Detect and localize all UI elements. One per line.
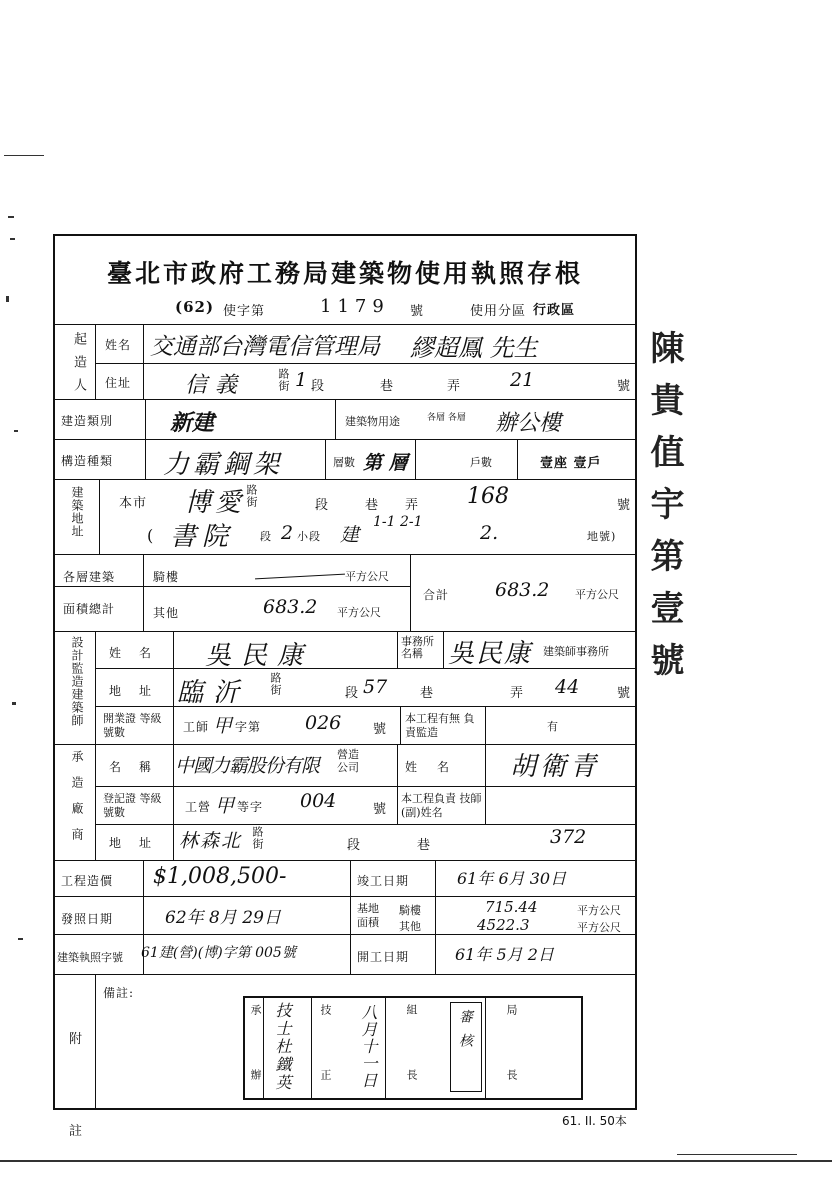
col-line bbox=[397, 744, 398, 786]
base-arcade-label: 騎樓 bbox=[399, 904, 421, 917]
row-line bbox=[95, 786, 637, 787]
stamp-divider bbox=[311, 998, 312, 1098]
designer-office-value: 吳民康 bbox=[448, 639, 533, 669]
site-no-label: 號 bbox=[617, 498, 632, 513]
scan-artifact bbox=[14, 430, 18, 432]
area-other-label: 其他 bbox=[153, 606, 180, 620]
designer-road-label: 路街 bbox=[269, 672, 282, 696]
site-city-label: 本市 bbox=[119, 496, 148, 511]
contractor-reg-label: 登記證 等級號數 bbox=[103, 792, 162, 819]
scan-artifact bbox=[4, 155, 44, 156]
row-line bbox=[55, 586, 410, 587]
applicant-section-label: 起造人 bbox=[71, 332, 86, 401]
use-value: 辦公樓 bbox=[495, 411, 562, 436]
contractor-reg-mid: 等字 bbox=[237, 800, 264, 814]
site-number-value: 168 bbox=[467, 484, 509, 509]
contractor-name-value: 中國力霸股份有限 bbox=[175, 755, 320, 777]
col-line bbox=[325, 439, 326, 479]
completion-label: 竣工日期 bbox=[357, 874, 410, 888]
use-label: 建築物用途 bbox=[345, 415, 400, 428]
scan-artifact bbox=[0, 1160, 832, 1162]
applicant-person-value: 繆超鳳 先生 bbox=[410, 334, 538, 362]
start-label: 開工日期 bbox=[357, 950, 410, 964]
row-line bbox=[55, 744, 637, 745]
applicant-name-value: 交通部台灣電信管理局 bbox=[150, 334, 380, 360]
area-arcade-label: 騎樓 bbox=[153, 570, 180, 584]
applicant-lane-label: 巷 bbox=[380, 379, 395, 394]
contractor-person-value: 胡衛青 bbox=[510, 752, 601, 782]
col-line bbox=[410, 554, 411, 631]
col-line bbox=[443, 631, 444, 668]
designer-name-label: 姓名 bbox=[109, 646, 170, 660]
designer-office-label: 事務所名稱 bbox=[401, 635, 434, 660]
issue-label: 發照日期 bbox=[61, 912, 114, 926]
applicant-address-value: 信義 bbox=[185, 373, 246, 398]
form-code: 61. II. 50本 bbox=[562, 1114, 627, 1128]
stamp-technician: 技士杜鐵英 bbox=[273, 1002, 292, 1092]
area-total-value: 683.2 bbox=[495, 579, 550, 601]
row-line bbox=[55, 399, 637, 400]
scan-artifact bbox=[12, 702, 16, 705]
notes-section-top: 附註 bbox=[69, 1032, 84, 1139]
permit-prefix: 使字第 bbox=[223, 304, 266, 319]
floors-label: 層數 bbox=[333, 456, 355, 469]
col-line bbox=[95, 631, 96, 860]
zone-label: 使用分區 bbox=[470, 304, 527, 319]
col-line bbox=[95, 324, 96, 399]
site-land-value: 書院 bbox=[170, 522, 235, 552]
col-line bbox=[435, 860, 436, 974]
stamp-group-leader: 組長 bbox=[405, 1004, 418, 1134]
site-open-paren: ( bbox=[147, 526, 155, 545]
site-lot-value2: 2. bbox=[480, 522, 499, 544]
scan-artifact bbox=[8, 216, 14, 218]
site-seg-label: 段 bbox=[315, 498, 330, 513]
row-line bbox=[95, 824, 637, 825]
contractor-road-value: 林森北 bbox=[179, 830, 243, 852]
col-line bbox=[99, 479, 100, 554]
contractor-tech-label: 本工程負責 技師(副)姓名 bbox=[401, 792, 482, 819]
scan-artifact bbox=[677, 1154, 797, 1155]
col-line bbox=[415, 439, 416, 479]
site-road-label: 路街 bbox=[245, 484, 258, 508]
contractor-reg-suffix: 號 bbox=[373, 802, 388, 817]
designer-no-value: 44 bbox=[555, 676, 580, 698]
site-subseg-value: 2 bbox=[281, 522, 294, 544]
col-line bbox=[145, 399, 146, 479]
stamp-divider bbox=[485, 998, 486, 1098]
completion-value: 61年 6月 30日 bbox=[457, 869, 567, 888]
structure-value: 力霸鋼架 bbox=[163, 450, 284, 480]
site-road-value: 博愛 bbox=[185, 488, 246, 518]
area-arcade-strike bbox=[255, 574, 345, 580]
designer-license-suffix: 號 bbox=[373, 722, 388, 737]
margin-handwriting: 陳貴值宇第壹號 bbox=[644, 330, 684, 694]
contractor-lane-label: 巷 bbox=[417, 838, 432, 853]
category-label: 建造類別 bbox=[61, 414, 114, 428]
applicant-alley-label: 弄 bbox=[447, 379, 462, 394]
zone-value: 行政區 bbox=[533, 303, 576, 318]
row-line bbox=[95, 668, 637, 669]
category-value: 新建 bbox=[170, 410, 215, 436]
applicant-address-no: 21 bbox=[510, 369, 535, 391]
permit-no-value: 61建(營)(博)字第 005號 bbox=[141, 945, 296, 961]
review-seal-text: 審核 bbox=[457, 1009, 473, 1057]
approval-stamp bbox=[243, 996, 583, 1134]
col-line bbox=[397, 786, 398, 824]
cost-value: $1,008,500- bbox=[153, 864, 287, 889]
contractor-seg-label: 段 bbox=[347, 838, 362, 853]
structure-label: 構造種類 bbox=[61, 454, 114, 468]
site-subseg-label: 小段 bbox=[297, 530, 321, 543]
applicant-no-label: 號 bbox=[617, 379, 632, 394]
designer-address-label: 地址 bbox=[109, 684, 170, 698]
contractor-reg-grade: 甲 bbox=[215, 795, 235, 817]
area-label-line1: 各層建築 bbox=[63, 570, 116, 584]
base-other-unit: 平方公尺 bbox=[577, 921, 621, 934]
scan-artifact bbox=[10, 238, 15, 240]
stamp-date: 八月十一日 bbox=[359, 1004, 378, 1089]
notes-label: 備註: bbox=[103, 986, 135, 1000]
row-line bbox=[55, 631, 637, 632]
contractor-person-label: 姓名 bbox=[405, 760, 470, 774]
contractor-no-value: 372 bbox=[550, 826, 587, 848]
area-label-line2: 面積總計 bbox=[63, 602, 116, 616]
contractor-company-label: 營造 公司 bbox=[337, 748, 359, 774]
site-alley-label: 弄 bbox=[405, 498, 420, 513]
scan-artifact bbox=[18, 938, 23, 940]
scan-artifact bbox=[6, 296, 9, 302]
designer-supervisor-label: 本工程有無 負責監造 bbox=[405, 712, 475, 739]
col-line bbox=[400, 706, 401, 744]
site-lot-value: 1-1 2-1 bbox=[373, 514, 423, 530]
stamp-divider bbox=[385, 998, 386, 1098]
contractor-section-label: 承造廠商 bbox=[70, 750, 84, 854]
permit-number-suffix: 號 bbox=[410, 304, 425, 319]
designer-license-label: 開業證 等級號數 bbox=[103, 712, 162, 739]
stamp-engineer: 技正 bbox=[319, 1004, 332, 1134]
site-section-label: 建築地址 bbox=[70, 486, 84, 538]
row-line bbox=[55, 974, 637, 975]
floors-value: 第 層 bbox=[363, 452, 408, 474]
designer-lane-value: 57 bbox=[363, 676, 388, 698]
area-total-unit: 平方公尺 bbox=[575, 588, 619, 601]
col-line bbox=[485, 786, 486, 824]
contractor-name-label: 名稱 bbox=[109, 760, 170, 774]
start-value: 61年 5月 2日 bbox=[455, 945, 554, 964]
row-line bbox=[55, 479, 637, 480]
base-other-value: 4522.3 bbox=[477, 916, 530, 934]
designer-road-value: 臨沂 bbox=[177, 678, 250, 708]
contractor-reg-prefix: 工營 bbox=[185, 800, 212, 814]
permit-no-label: 建築執照字號 bbox=[57, 951, 123, 964]
area-other-value: 683.2 bbox=[263, 596, 318, 618]
applicant-name-label: 姓名 bbox=[105, 338, 132, 352]
col-line bbox=[485, 744, 486, 786]
designer-alley-label: 弄 bbox=[510, 686, 525, 701]
base-arcade-value: 715.44 bbox=[485, 898, 538, 916]
applicant-road-label: 路街 bbox=[277, 368, 290, 392]
col-line bbox=[350, 860, 351, 974]
col-line bbox=[335, 399, 336, 439]
col-line bbox=[485, 706, 486, 744]
site-land-seg-label: 段 bbox=[260, 530, 272, 543]
designer-seg-label: 段 bbox=[345, 686, 360, 701]
col-line bbox=[143, 324, 144, 399]
designer-name-value: 吳民康 bbox=[205, 641, 314, 671]
issue-value: 62年 8月 29日 bbox=[165, 908, 281, 928]
review-seal bbox=[450, 1002, 482, 1092]
permit-number: 1179 bbox=[320, 296, 390, 317]
designer-supervisor-value: 有 bbox=[547, 720, 559, 733]
applicant-seg-label: 段 bbox=[311, 379, 326, 394]
row-line bbox=[95, 363, 637, 364]
col-line bbox=[143, 554, 144, 631]
col-line bbox=[397, 631, 398, 668]
units-label: 戶數 bbox=[470, 456, 492, 469]
stamp-director: 局長 bbox=[505, 1004, 518, 1134]
area-other-unit: 平方公尺 bbox=[337, 606, 381, 619]
stamp-handler: 承辦 bbox=[249, 1004, 262, 1134]
designer-no-label: 號 bbox=[617, 686, 632, 701]
designer-office-suffix: 建築師事務所 bbox=[543, 645, 609, 658]
base-label: 基地 面積 bbox=[357, 902, 379, 929]
base-arcade-unit: 平方公尺 bbox=[577, 904, 621, 917]
site-lane-label: 巷 bbox=[365, 498, 380, 513]
designer-license-value: 026 bbox=[305, 712, 342, 734]
form-title: 臺北市政府工務局建築物使用執照存根 bbox=[106, 259, 583, 288]
site-lot-prefix: 建 bbox=[340, 524, 360, 546]
applicant-address-label: 住址 bbox=[105, 376, 132, 390]
col-line bbox=[517, 439, 518, 479]
contractor-road-label: 路街 bbox=[251, 826, 264, 850]
cost-label: 工程造價 bbox=[61, 874, 114, 888]
designer-lane-label: 巷 bbox=[420, 686, 435, 701]
designer-license-prefix: 工師 bbox=[183, 720, 210, 734]
col-line bbox=[95, 974, 96, 1110]
year-label: (62) bbox=[175, 298, 215, 316]
designer-section-label: 設計監造建築師 bbox=[70, 636, 84, 727]
designer-license-grade: 甲 bbox=[213, 715, 233, 737]
use-sub-label: 各層 各層 bbox=[427, 413, 466, 423]
area-total-label: 合計 bbox=[423, 588, 450, 602]
contractor-reg-value: 004 bbox=[300, 790, 337, 812]
site-land-no-label: 地號) bbox=[587, 530, 617, 543]
designer-license-mid: 字第 bbox=[235, 720, 262, 734]
base-other-label: 其他 bbox=[399, 920, 421, 933]
applicant-address-seg: 1 bbox=[295, 369, 308, 391]
stamp-divider bbox=[263, 998, 264, 1098]
area-arcade-unit: 平方公尺 bbox=[345, 570, 389, 583]
units-value: 壹座 壹戶 bbox=[540, 456, 602, 471]
col-line bbox=[173, 631, 174, 860]
row-line bbox=[55, 439, 637, 440]
contractor-address-label: 地址 bbox=[109, 836, 170, 850]
